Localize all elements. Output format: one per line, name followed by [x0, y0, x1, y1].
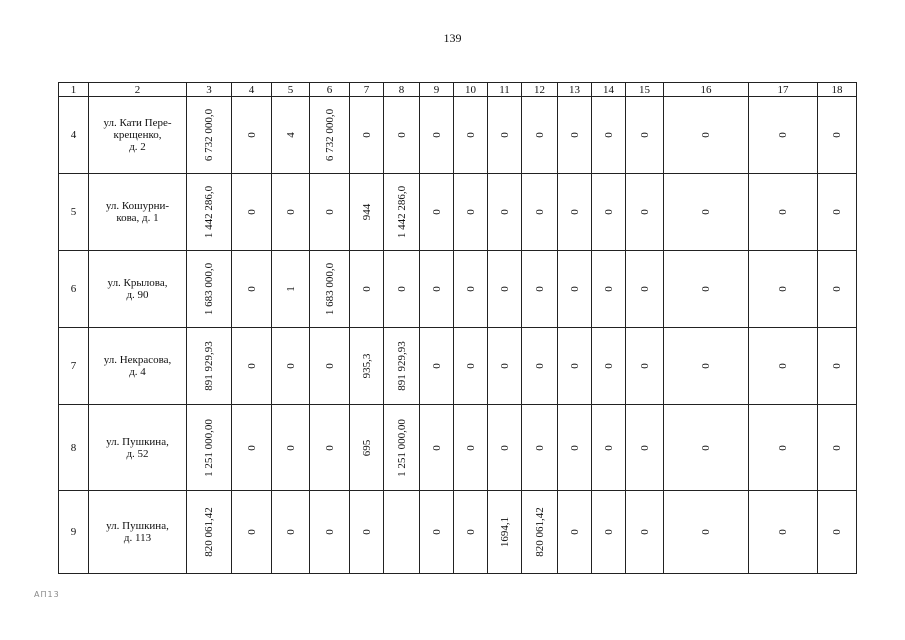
cell-value: 0: [638, 132, 651, 138]
value-cell: [310, 174, 350, 251]
value-cell: [592, 491, 626, 574]
header-cell: 3: [187, 83, 232, 97]
value-cell: [522, 97, 558, 174]
value-cell: [522, 328, 558, 405]
cell-value: 0: [700, 444, 712, 451]
cell-value: 0: [700, 209, 712, 215]
row-number: 7: [59, 328, 89, 405]
cell-value: 820 061,42: [533, 507, 546, 557]
table-row: [59, 251, 857, 328]
value-cell: [420, 328, 454, 405]
cell-value: 0: [777, 529, 789, 535]
cell-value: 0: [430, 209, 443, 215]
cell-value: 0: [700, 363, 712, 369]
value-cell: [454, 97, 488, 174]
cell-value: 0: [777, 209, 789, 215]
value-cell: [522, 174, 558, 251]
header-cell: 13: [558, 83, 592, 97]
value-cell: [272, 251, 310, 328]
value-cell: [818, 491, 857, 574]
cell-value: 0: [284, 363, 297, 369]
cell-value: 0: [245, 529, 258, 535]
row-number: 8: [59, 405, 89, 491]
value-cell: [310, 328, 350, 405]
cell-value: 0: [568, 209, 581, 215]
cell-value: 891 929,93: [395, 341, 408, 391]
value-cell: [454, 251, 488, 328]
cell-value: 0: [464, 286, 477, 292]
cell-value: 0: [360, 286, 373, 292]
cell-value: 1694,1: [498, 516, 511, 548]
value-cell: [272, 328, 310, 405]
cell-value: 0: [395, 132, 408, 138]
row-number: 5: [59, 174, 89, 251]
cell-value: 0: [533, 286, 546, 292]
cell-value: 0: [831, 209, 843, 215]
value-cell: [272, 97, 310, 174]
value-cell: [310, 251, 350, 328]
value-cell: [626, 174, 664, 251]
value-cell: [488, 491, 522, 574]
header-cell: 11: [488, 83, 522, 97]
cell-value: 0: [498, 363, 511, 369]
cell-value: 0: [533, 444, 546, 451]
value-cell: [454, 174, 488, 251]
value-cell: [350, 405, 384, 491]
value-cell: [749, 97, 818, 174]
cell-value: 0: [464, 529, 477, 535]
cell-value: 0: [464, 209, 477, 215]
cell-value: 1 683 000,0: [203, 262, 215, 316]
table-row: [59, 491, 857, 574]
value-cell: [558, 251, 592, 328]
cell-value: 0: [245, 209, 258, 215]
value-cell: [420, 251, 454, 328]
address-cell: ул. Кати Пере- крещенко, д. 2: [89, 97, 187, 174]
value-cell: [310, 491, 350, 574]
row-number: 4: [59, 97, 89, 174]
cell-value: 0: [831, 132, 843, 138]
cell-value: 1 251 000,00: [203, 418, 215, 477]
value-cell: [187, 97, 232, 174]
value-cell: [626, 251, 664, 328]
cell-value: 0: [464, 132, 477, 138]
header-cell: 16: [664, 83, 749, 97]
value-cell: [592, 328, 626, 405]
header-cell: 15: [626, 83, 664, 97]
cell-value: 0: [323, 444, 336, 451]
row-number: 6: [59, 251, 89, 328]
value-cell: [818, 174, 857, 251]
cell-value: 1: [284, 286, 297, 292]
value-cell: [558, 405, 592, 491]
value-cell: [749, 405, 818, 491]
value-cell: [522, 491, 558, 574]
value-cell: [187, 174, 232, 251]
value-cell: [232, 97, 272, 174]
value-cell: [454, 328, 488, 405]
cell-value: 0: [245, 444, 258, 451]
value-cell: [488, 174, 522, 251]
cell-value: 0: [395, 286, 408, 292]
cell-value: 820 061,42: [203, 507, 215, 557]
value-cell: [232, 491, 272, 574]
header-cell: 2: [89, 83, 187, 97]
cell-value: 0: [464, 444, 477, 451]
value-cell: [350, 328, 384, 405]
cell-value: 0: [568, 529, 581, 535]
value-cell: [384, 97, 420, 174]
cell-value: 0: [831, 444, 843, 451]
value-cell: [749, 174, 818, 251]
value-cell: [592, 97, 626, 174]
table-row: [59, 328, 857, 405]
cell-value: 0: [498, 286, 511, 292]
cell-value: 0: [430, 286, 443, 292]
cell-value: 4: [284, 132, 297, 138]
cell-value: 0: [777, 132, 789, 138]
cell-value: 0: [602, 444, 615, 451]
header-cell: 10: [454, 83, 488, 97]
cell-value: 0: [464, 363, 477, 369]
value-cell: [592, 405, 626, 491]
cell-value: 0: [245, 286, 258, 292]
cell-value: 0: [831, 529, 843, 535]
value-cell: [454, 491, 488, 574]
cell-value: 0: [602, 363, 615, 369]
cell-value: 0: [568, 363, 581, 369]
value-cell: [522, 405, 558, 491]
value-cell: [420, 97, 454, 174]
cell-value: 0: [245, 132, 258, 138]
table-row: [59, 405, 857, 491]
cell-value: 0: [602, 529, 615, 535]
cell-value: 0: [323, 209, 336, 215]
value-cell: [232, 328, 272, 405]
value-cell: [626, 328, 664, 405]
corner-mark: АП13: [34, 590, 60, 599]
value-cell: [664, 328, 749, 405]
value-cell: [187, 491, 232, 574]
cell-value: 0: [498, 444, 511, 451]
header-cell: 14: [592, 83, 626, 97]
address-cell: ул. Крылова, д. 90: [89, 251, 187, 328]
value-cell: [384, 174, 420, 251]
value-cell: [558, 174, 592, 251]
header-cell: 7: [350, 83, 384, 97]
cell-value: 0: [700, 286, 712, 292]
cell-value: 0: [284, 529, 297, 535]
value-cell: [488, 328, 522, 405]
cell-value: 1 442 286,0: [395, 185, 408, 239]
value-cell: [272, 405, 310, 491]
cell-value: 0: [498, 209, 511, 215]
cell-value: 0: [360, 529, 373, 535]
value-cell: [818, 251, 857, 328]
cell-value: 944: [360, 203, 373, 221]
cell-value: 0: [430, 444, 443, 451]
cell-value: 0: [323, 363, 336, 369]
value-cell: [187, 251, 232, 328]
value-cell: [749, 491, 818, 574]
cell-value: 0: [533, 132, 546, 138]
cell-value: 0: [498, 132, 511, 138]
cell-value: 0: [284, 444, 297, 451]
cell-value: 0: [533, 209, 546, 215]
value-cell: [384, 328, 420, 405]
cell-value: 0: [430, 529, 443, 535]
value-cell: [232, 405, 272, 491]
cell-value: 0: [323, 529, 336, 535]
row-number: 9: [59, 491, 89, 574]
cell-value: 1 442 286,0: [203, 185, 215, 239]
value-cell: [384, 491, 420, 574]
table-row: [59, 174, 857, 251]
value-cell: [350, 174, 384, 251]
value-cell: [626, 491, 664, 574]
header-row: [59, 83, 857, 97]
address-cell: ул. Кошурни- кова, д. 1: [89, 174, 187, 251]
value-cell: [384, 405, 420, 491]
value-cell: [350, 97, 384, 174]
cell-value: 695: [360, 439, 373, 456]
address-cell: ул. Некрасова, д. 4: [89, 328, 187, 405]
value-cell: [664, 174, 749, 251]
cell-value: 0: [638, 529, 651, 535]
value-cell: [272, 491, 310, 574]
table-row: [59, 97, 857, 174]
value-cell: [664, 491, 749, 574]
value-cell: [420, 174, 454, 251]
cell-value: 891 929,93: [203, 341, 215, 391]
value-cell: [818, 405, 857, 491]
value-cell: [522, 251, 558, 328]
value-cell: [420, 491, 454, 574]
cell-value: 935,3: [360, 353, 373, 379]
cell-value: 0: [568, 444, 581, 451]
data-table: [58, 82, 857, 574]
value-cell: [664, 405, 749, 491]
value-cell: [187, 328, 232, 405]
address-cell: ул. Пушкина, д. 113: [89, 491, 187, 574]
value-cell: [818, 97, 857, 174]
value-cell: [626, 97, 664, 174]
value-cell: [232, 174, 272, 251]
cell-value: 0: [602, 132, 615, 138]
header-cell: 9: [420, 83, 454, 97]
value-cell: [232, 251, 272, 328]
value-cell: [749, 251, 818, 328]
value-cell: [187, 405, 232, 491]
cell-value: 0: [831, 286, 843, 292]
cell-value: 0: [284, 209, 297, 215]
cell-value: 0: [638, 209, 651, 215]
value-cell: [310, 97, 350, 174]
header-cell: 1: [59, 83, 89, 97]
cell-value: 0: [430, 363, 443, 369]
value-cell: [350, 251, 384, 328]
cell-value: 6 732 000,0: [323, 108, 336, 162]
cell-value: 0: [568, 286, 581, 292]
value-cell: [664, 251, 749, 328]
header-cell: 5: [272, 83, 310, 97]
cell-value: 0: [638, 444, 651, 451]
header-cell: 4: [232, 83, 272, 97]
header-cell: 8: [384, 83, 420, 97]
cell-value: 0: [360, 132, 373, 138]
value-cell: [272, 174, 310, 251]
value-cell: [488, 97, 522, 174]
value-cell: [749, 328, 818, 405]
cell-value: 0: [568, 132, 581, 138]
cell-value: 0: [602, 209, 615, 215]
cell-value: 0: [638, 286, 651, 292]
header-cell: 6: [310, 83, 350, 97]
value-cell: [384, 251, 420, 328]
cell-value: 0: [777, 363, 789, 369]
cell-value: 0: [777, 444, 789, 451]
value-cell: [592, 174, 626, 251]
value-cell: [558, 491, 592, 574]
cell-value: 6 732 000,0: [203, 108, 215, 162]
value-cell: [818, 328, 857, 405]
value-cell: [454, 405, 488, 491]
cell-value: 0: [831, 363, 843, 369]
cell-value: 0: [602, 286, 615, 292]
value-cell: [310, 405, 350, 491]
value-cell: [488, 251, 522, 328]
cell-value: 0: [700, 132, 712, 138]
cell-value: 1 683 000,0: [323, 262, 336, 316]
value-cell: [488, 405, 522, 491]
value-cell: [626, 405, 664, 491]
value-cell: [664, 97, 749, 174]
cell-value: 0: [245, 363, 258, 369]
cell-value: 1 251 000,00: [395, 418, 408, 477]
value-cell: [350, 491, 384, 574]
cell-value: 0: [638, 363, 651, 369]
cell-value: 0: [777, 286, 789, 292]
value-cell: [558, 97, 592, 174]
cell-value: 0: [700, 529, 712, 535]
header-cell: 18: [818, 83, 857, 97]
header-cell: 17: [749, 83, 818, 97]
cell-value: 0: [533, 363, 546, 369]
cell-value: 0: [430, 132, 443, 138]
address-cell: ул. Пушкина, д. 52: [89, 405, 187, 491]
value-cell: [558, 328, 592, 405]
header-cell: 12: [522, 83, 558, 97]
value-cell: [592, 251, 626, 328]
value-cell: [420, 405, 454, 491]
page-number: 139: [443, 31, 462, 45]
